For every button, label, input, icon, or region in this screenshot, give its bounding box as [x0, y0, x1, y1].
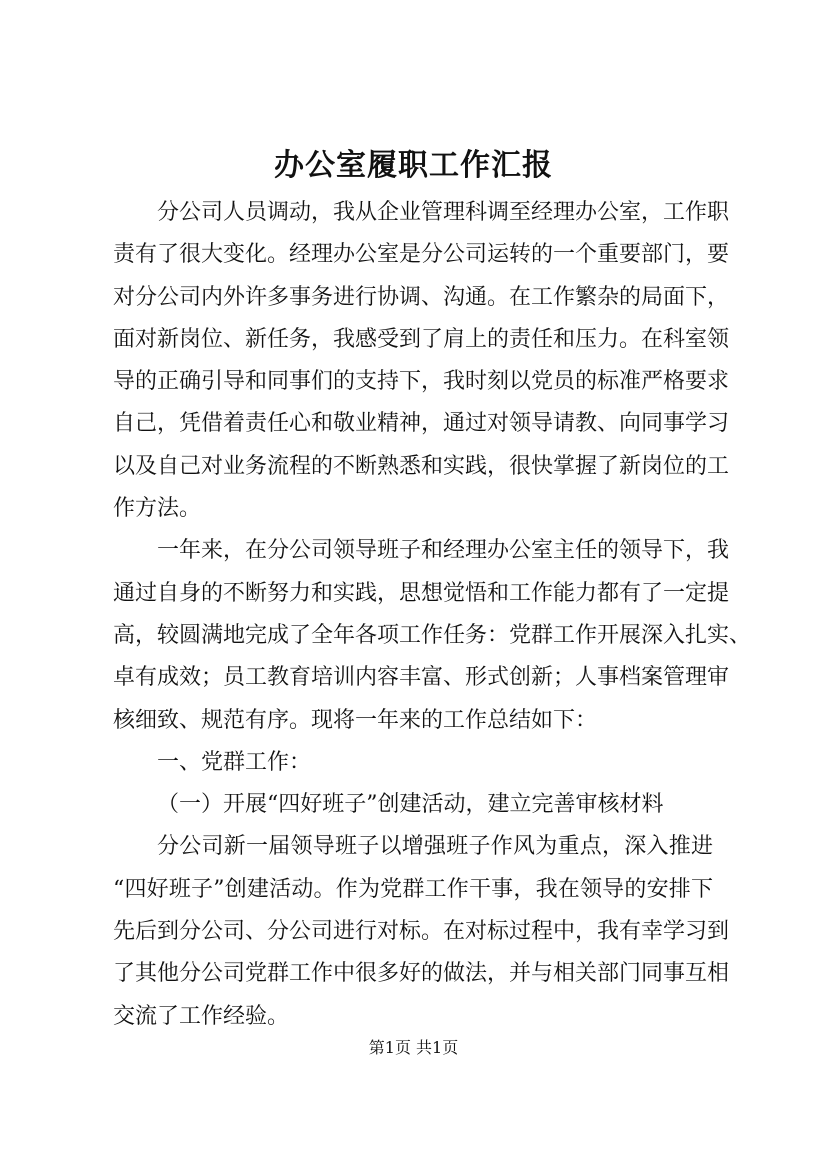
- text-line: 作方法。: [113, 496, 202, 522]
- text-line: “四好班子”创建活动。作为党群工作干事，我在领导的安排下: [113, 876, 713, 902]
- text-line: 先后到分公司、分公司进行对标。在对标过程中，我有幸学习到: [113, 919, 730, 945]
- section-heading: 一、党群工作：: [157, 749, 312, 775]
- text-line: 面对新岗位、新任务，我感受到了肩上的责任和压力。在科室领: [113, 326, 730, 352]
- text-line: 分公司人员调动，我从企业管理科调至经理办公室，工作职: [157, 200, 730, 225]
- text-line: 对分公司内外许多事务进行协调、沟通。在工作繁杂的局面下，: [113, 284, 730, 310]
- text-line: 了其他分公司党群工作中很多好的做法，并与相关部门同事互相: [113, 961, 730, 987]
- text-line: 分公司新一届领导班子以增强班子作风为重点，深入推进: [157, 834, 713, 860]
- document-body: [113, 192, 752, 1038]
- text-line: 导的正确引导和同事们的支持下，我时刻以党员的标准严格要求: [113, 369, 730, 395]
- text-line: 一年来，在分公司领导班子和经理办公室主任的领导下，我: [157, 538, 730, 564]
- page-number: 第1页 共1页: [368, 1038, 459, 1057]
- subsection-heading: （一）开展“四好班子”创建活动，建立完善审核材料: [157, 792, 664, 818]
- text-line: 卓有成效；员工教育培训内容丰富、形式创新；人事档案管理审: [113, 665, 730, 691]
- text-line: 高，较圆满地完成了全年各项工作任务：党群工作开展深入扎实、: [113, 622, 752, 648]
- document-title: 办公室履职工作汇报: [274, 148, 553, 183]
- text-line: 以及自己对业务流程的不断熟悉和实践，很快掌握了新岗位的工: [113, 453, 730, 479]
- text-line: 通过自身的不断努力和实践，思想觉悟和工作能力都有了一定提: [113, 580, 730, 606]
- text-line: 交流了工作经验。: [113, 1003, 290, 1029]
- text-line: 自己，凭借着责任心和敬业精神，通过对领导请教、向同事学习: [113, 411, 730, 437]
- text-line: 责有了很大变化。经理办公室是分公司运转的一个重要部门，要: [113, 242, 730, 268]
- text-line: 核细致、规范有序。现将一年来的工作总结如下：: [113, 707, 598, 733]
